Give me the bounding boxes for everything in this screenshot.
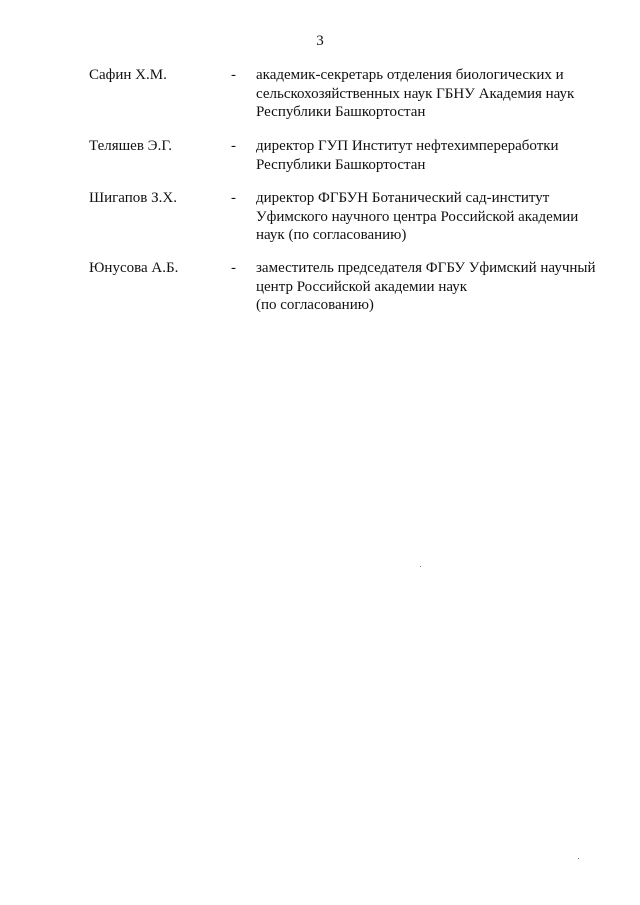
scan-speck — [578, 858, 579, 859]
position-line: академик-секретарь отделения биологических и — [256, 67, 564, 83]
position-line: директор ФГБУН Ботанический сад-институт — [256, 190, 550, 206]
position-line: наук (по согласованию) — [256, 227, 407, 243]
member-name: Юнусова А.Б. — [89, 260, 179, 276]
separator-dash: - — [231, 67, 236, 83]
position-line: сельскохозяйственных наук ГБНУ Академия наук — [256, 85, 575, 102]
position-line: Республики Башкортостан — [256, 104, 426, 120]
member-position — [256, 137, 606, 174]
position-line: Республики Башкортостан — [256, 156, 426, 173]
position-line: Уфимского научного центра Российской академии — [256, 208, 579, 225]
member-position — [256, 66, 606, 122]
page-number: 3 — [316, 33, 324, 49]
member-name: Теляшев Э.Г. — [89, 138, 173, 154]
scan-speck — [420, 566, 421, 567]
member-name: Сафин Х.М. — [89, 67, 167, 83]
position-line: центр Российской академии наук — [256, 278, 468, 295]
member-position — [256, 189, 606, 245]
separator-dash: - — [231, 138, 236, 154]
member-position — [256, 259, 606, 315]
separator-dash: - — [231, 190, 236, 206]
position-line: (по согласованию) — [256, 297, 374, 313]
member-name: Шигапов З.Х. — [89, 190, 177, 206]
position-line: директор ГУП Институт нефтехимпереработки — [256, 138, 559, 154]
separator-dash: - — [231, 260, 236, 276]
position-line: заместитель председателя ФГБУ Уфимский научный — [256, 260, 596, 276]
